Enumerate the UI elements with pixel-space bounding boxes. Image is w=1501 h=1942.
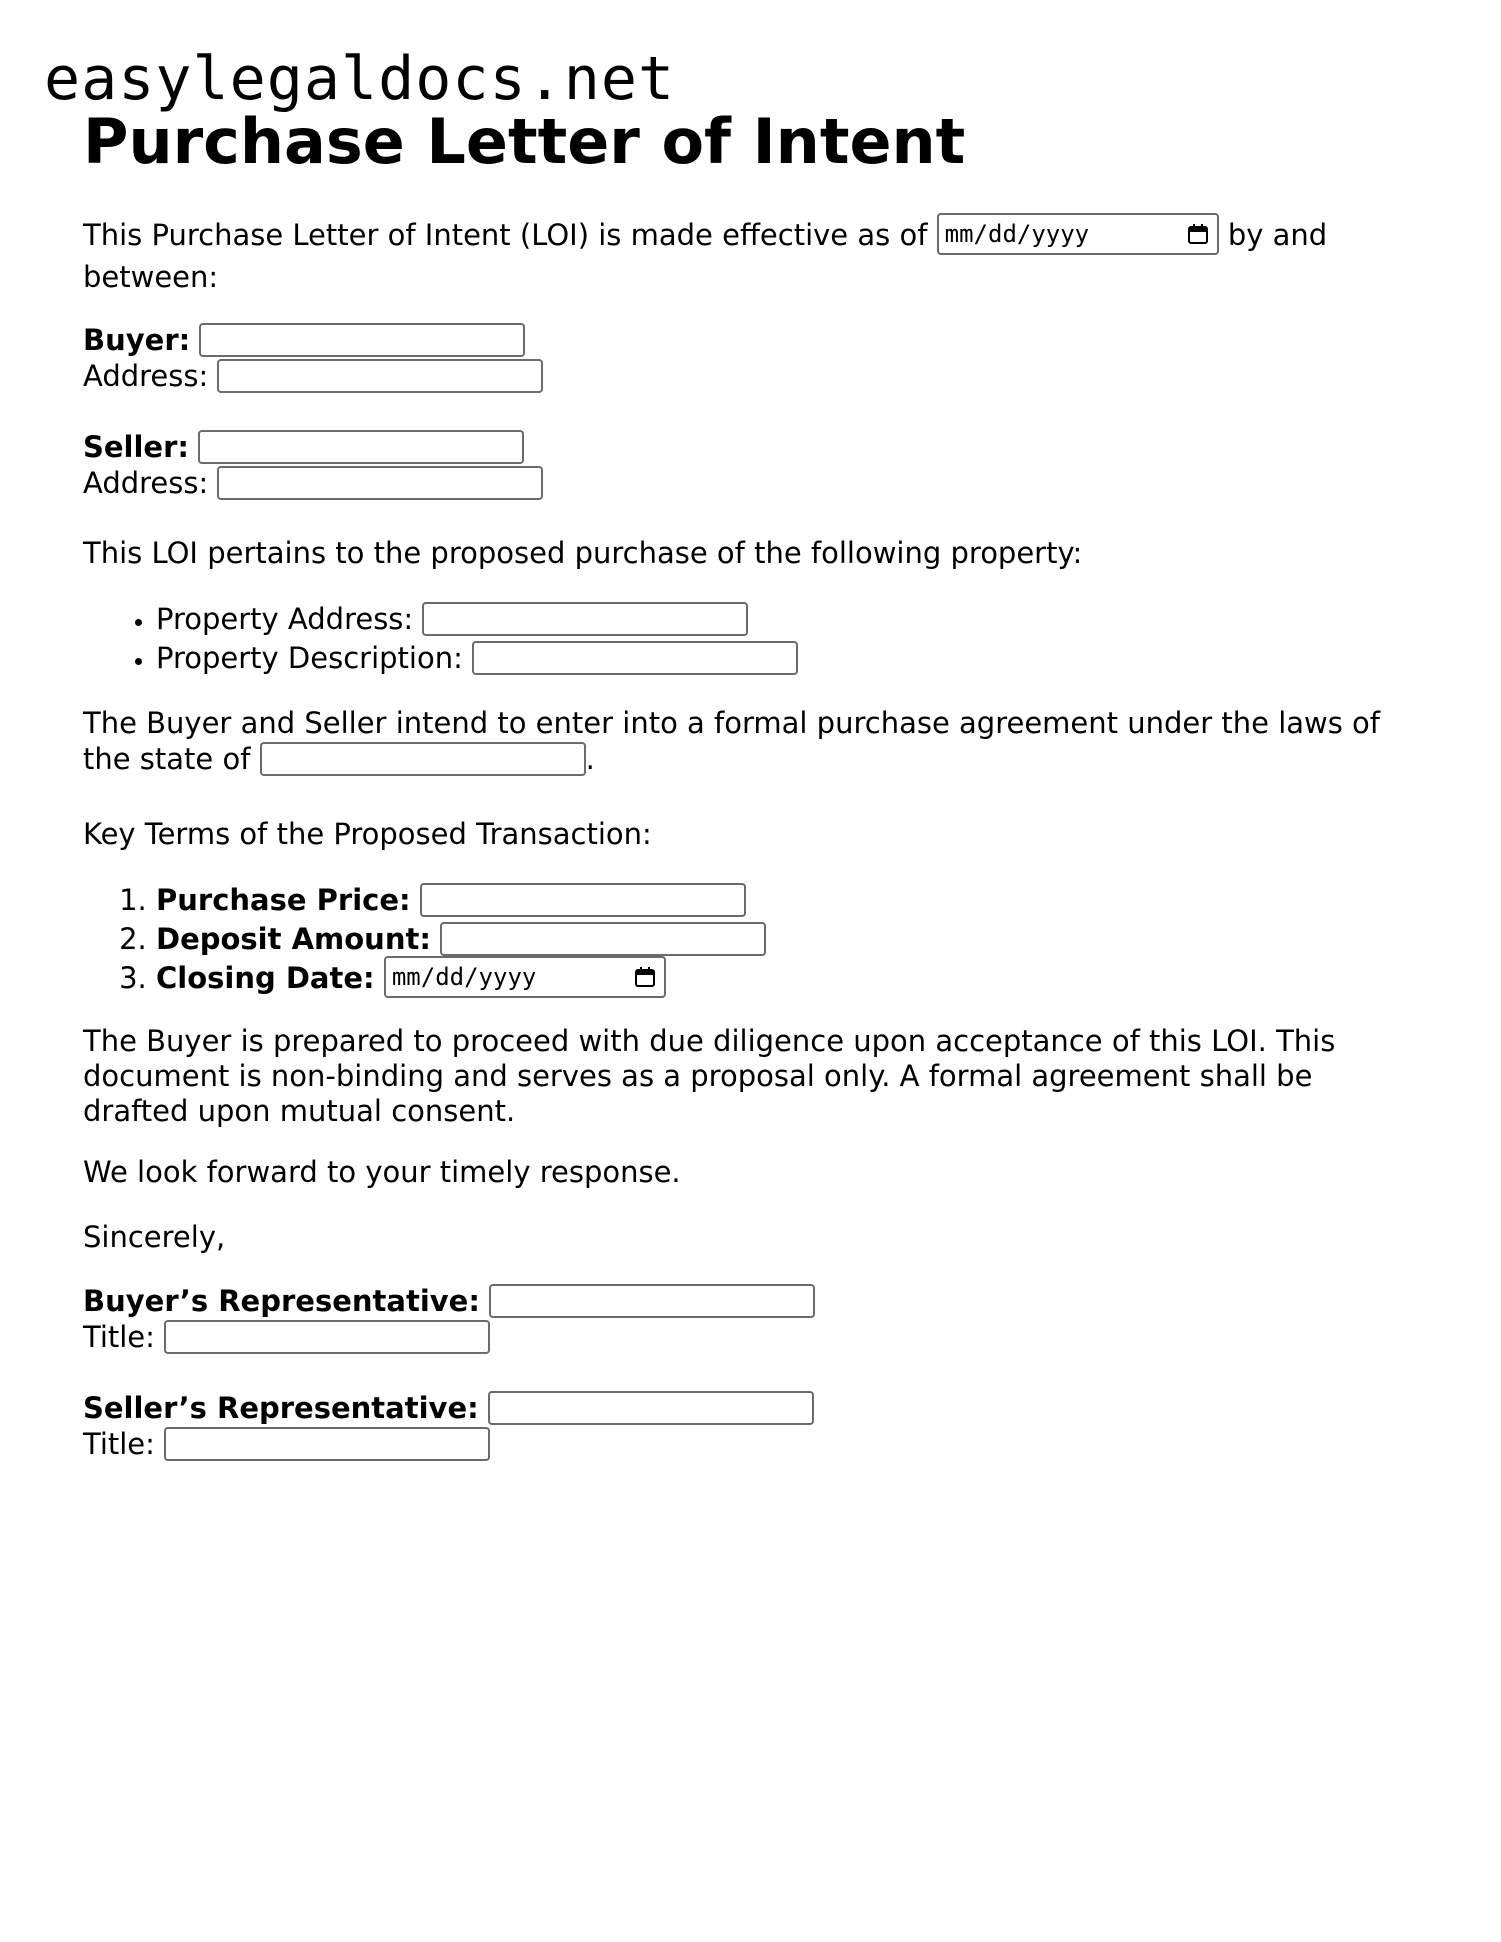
intro-text-after: by and between: <box>83 218 1328 294</box>
state-text: The Buyer and Seller intend to enter into a formal purchase agreement under the laws of the state of <box>83 706 1381 776</box>
intro-paragraph <box>83 214 1423 298</box>
purchase-price-field[interactable] <box>420 883 746 917</box>
property-list <box>83 600 798 678</box>
property-intro: This LOI pertains to the proposed purchase of the following property: <box>83 536 1083 570</box>
list-item <box>156 881 766 920</box>
page-title: Purchase Letter of Intent <box>83 105 966 178</box>
buyer-label: Buyer: <box>83 323 191 357</box>
effective-date-input[interactable] <box>937 213 1219 255</box>
buyer-rep-title-label: Title: <box>83 1320 155 1354</box>
list-item <box>156 920 766 959</box>
state-paragraph <box>83 705 1423 777</box>
property-description-label: Property Description: <box>156 641 463 675</box>
buyer-rep-label: Buyer’s Representative: <box>83 1284 480 1318</box>
calendar-icon[interactable] <box>634 966 656 988</box>
property-address-label: Property Address: <box>156 602 414 636</box>
buyer-section <box>83 322 543 394</box>
seller-rep-title-label: Title: <box>83 1427 155 1461</box>
closing-date-label: Closing Date: <box>156 961 375 995</box>
document <box>83 104 1423 1461</box>
closing-date-input[interactable] <box>384 956 666 998</box>
seller-name-field[interactable] <box>198 430 524 464</box>
calendar-icon[interactable] <box>1187 223 1209 245</box>
seller-rep-title-field[interactable] <box>164 1427 490 1461</box>
diligence-paragraph: The Buyer is prepared to proceed with due diligence upon acceptance of this LOI. This document is non-binding and serves as a proposal only. A formal agreement shall be drafted upon mutual consent. <box>83 1024 1336 1128</box>
list-item <box>156 639 798 678</box>
seller-label: Seller: <box>83 430 190 464</box>
list-item <box>156 959 766 998</box>
seller-address-field[interactable] <box>217 466 543 500</box>
seller-rep-field[interactable] <box>488 1391 814 1425</box>
seller-rep-section <box>83 1390 814 1462</box>
effective-date-placeholder: mm/dd/yyyy <box>944 220 1090 248</box>
list-item <box>156 600 798 639</box>
property-address-field[interactable] <box>422 602 748 636</box>
seller-section <box>83 429 543 501</box>
buyer-rep-section <box>83 1283 815 1355</box>
purchase-price-label: Purchase Price: <box>156 883 411 917</box>
response-paragraph: We look forward to your timely response. <box>83 1155 681 1189</box>
deposit-amount-label: Deposit Amount: <box>156 922 431 956</box>
property-description-field[interactable] <box>472 641 798 675</box>
buyer-address-label: Address: <box>83 359 209 393</box>
buyer-address-field[interactable] <box>217 359 543 393</box>
watermark: easylegaldocs.net <box>44 44 676 114</box>
intro-text-before: This Purchase Letter of Intent (LOI) is made effective as of <box>83 218 928 252</box>
buyer-rep-title-field[interactable] <box>164 1320 490 1354</box>
closing-salutation: Sincerely, <box>83 1220 226 1254</box>
key-terms-heading: Key Terms of the Proposed Transaction: <box>83 817 652 851</box>
deposit-amount-field[interactable] <box>440 922 766 956</box>
buyer-rep-field[interactable] <box>489 1284 815 1318</box>
buyer-name-field[interactable] <box>199 323 525 357</box>
state-period: . <box>585 742 595 776</box>
key-terms-list <box>83 881 766 998</box>
seller-address-label: Address: <box>83 466 209 500</box>
seller-rep-label: Seller’s Representative: <box>83 1391 479 1425</box>
state-field[interactable] <box>260 742 586 776</box>
closing-date-placeholder: mm/dd/yyyy <box>391 962 537 991</box>
